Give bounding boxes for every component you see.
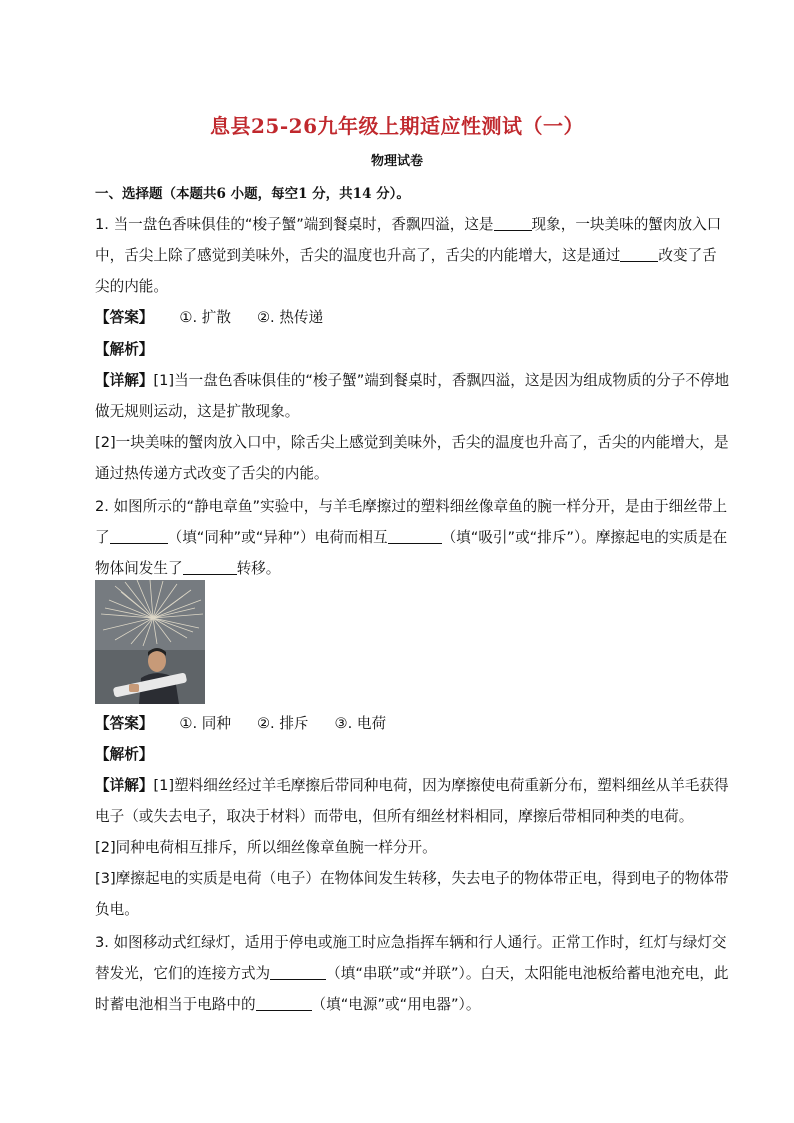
q2-line-3: 物体间发生了 转移。 [95,560,281,577]
q1-line-2: 中，舌尖上除了感觉到美味外，舌尖的温度也升高了，舌尖的内能增大，这是通过 改变了舌 [95,247,717,264]
answer-item: ②. 热传递 [256,309,324,326]
answer-tag: 【答案】 [95,715,154,732]
photo-drawing [95,580,205,704]
answer-blank [494,215,532,231]
answer-blank [256,995,312,1011]
answer-blank [620,246,658,262]
q2-answer [95,712,705,733]
q3-line-3: 时蓄电池相当于电路中的 （填“电源”或“用电器”）。 [95,996,481,1013]
q2-detail-3: [3]摩擦起电的实质是电荷（电子）在物体间发生转移，失去电子的物体带正电，得到电子的物体带 [95,870,729,887]
answer-item: ①. 同种 [179,715,231,732]
section-heading: 一、选择题（本题共6 小题，每空1 分，共14 分）。 [95,186,410,202]
q1-analysis-tag: 【解析】 [95,341,154,358]
q2-analysis-tag: 【解析】 [95,746,154,763]
detail-tag: 【详解】 [95,777,154,794]
answer-tag: 【答案】 [95,309,154,326]
q1-detail-2: [2]一块美味的蟹肉放入口中，除舌尖上感觉到美味外，舌尖的温度也升高了，舌尖的内能增大，是 [95,434,729,451]
answer-blank [388,528,442,544]
static-electricity-octopus-photo [95,580,205,704]
answer-item: ①. 扩散 [179,309,231,326]
q1-detail-1: 【详解】[1]当一盘色香味俱佳的“梭子蟹”端到餐桌时，香飘四溢，这是因为组成物质的分子不停地 [95,372,730,389]
q2-detail-3b: 负电。 [95,901,139,918]
q2-line-1: 2. 如图所示的“静电章鱼”实验中，与羊毛摩擦过的塑料细丝像章鱼的腕一样分开，是由于细丝带上 [95,498,728,515]
answer-item: ③. 电荷 [334,715,387,732]
q1-answer [95,306,705,327]
q2-detail-1: 【详解】[1]塑料细丝经过羊毛摩擦后带同种电荷，因为摩擦使电荷重新分布，塑料细丝从羊毛获得 [95,777,729,794]
q2-line-2: 了 （填“同种”或“异种”）电荷而相互 （填“吸引”或“排斥”）。摩擦起电的实质是在 [95,529,728,546]
q3-line-2: 替发光，它们的连接方式为 （填“串联”或“并联”）。白天，太阳能电池板给蓄电池充电，此 [95,965,729,982]
page-subtitle: 物理试卷 [370,154,423,169]
q1-detail-2b: 通过热传递方式改变了舌尖的内能。 [95,465,329,482]
q1-line-1: 1. 当一盘色香味俱佳的“梭子蟹”端到餐桌时，香飘四溢，这是 现象，一块美味的蟹肉放入口 [95,216,722,233]
q1-line-3: 尖的内能。 [95,278,168,295]
answer-blank [110,528,168,544]
q1-detail-1b: 做无规则运动，这是扩散现象。 [95,403,300,420]
q2-detail-1b: 电子（或失去电子，取决于材料）而带电，但所有细丝材料相同，摩擦后带相同种类的电荷。 [95,808,694,825]
answer-blank [183,559,237,575]
q2-detail-2: [2]同种电荷相互排斥，所以细丝像章鱼腕一样分开。 [95,839,437,856]
answer-item: ②. 排斥 [256,715,309,732]
detail-tag: 【详解】 [95,372,154,389]
page-title: 息县25-26九年级上期适应性测试（一） [210,114,584,138]
answer-blank [270,964,326,980]
q3-line-1: 3. 如图移动式红绿灯，适用于停电或施工时应急指挥车辆和行人通行。正常工作时，红灯与绿灯交 [95,934,727,951]
